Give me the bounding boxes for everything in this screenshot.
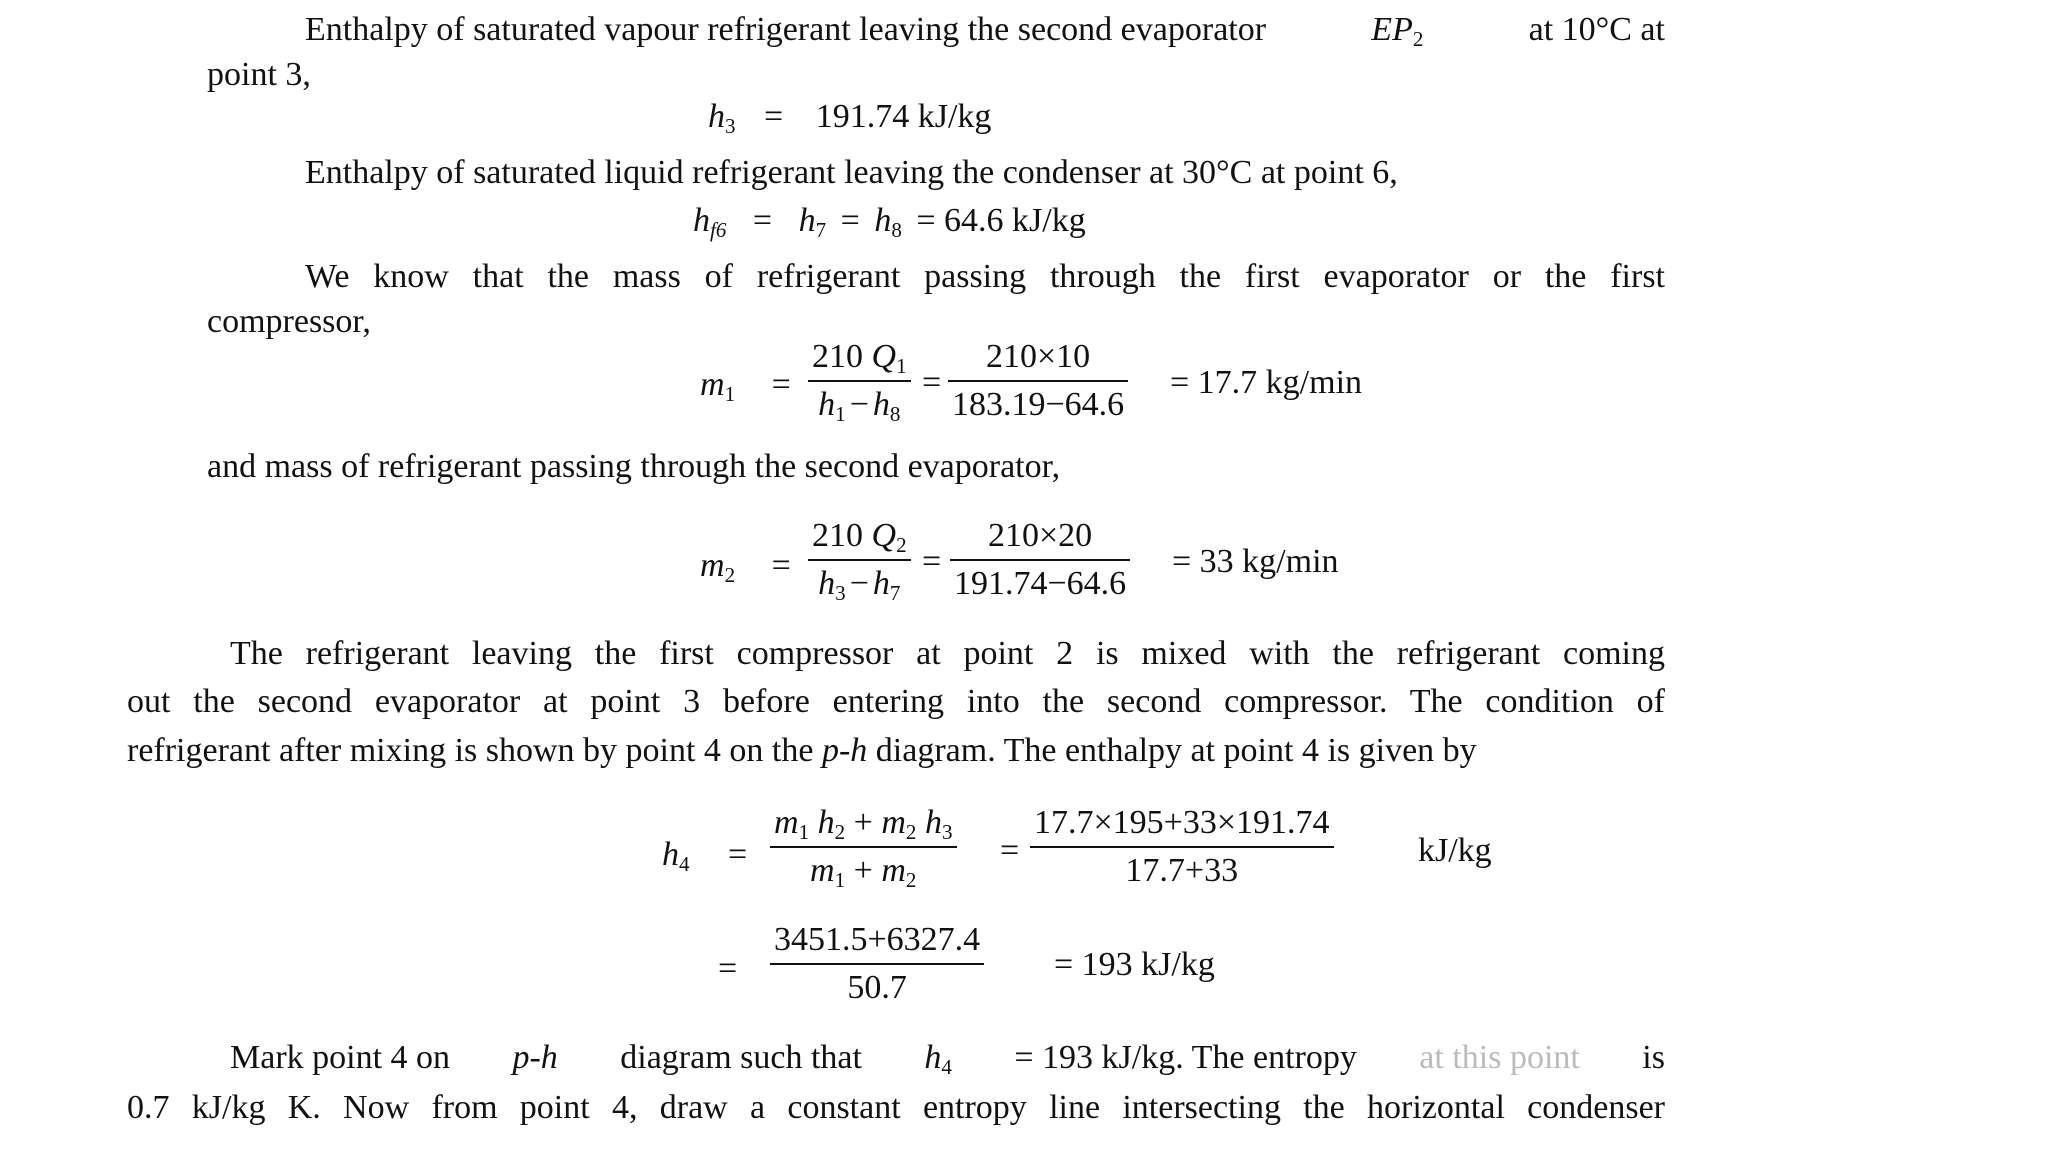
h4-num-m2: m: [881, 804, 906, 841]
h3-equals: =: [764, 98, 784, 135]
ph-diagram-label-2: p-h: [512, 1039, 558, 1076]
para-5-text-a: refrigerant after mixing is shown by point 4 on the: [127, 732, 814, 769]
ep-label: EP: [1371, 11, 1413, 48]
equation-hf6: [693, 202, 1086, 240]
h4-equals-2: =: [1000, 832, 1020, 869]
h4-fraction-sum: [770, 921, 984, 1007]
m2-frac2-numerator: 210×20: [988, 517, 1093, 554]
ph-diagram-label: p-h: [821, 732, 868, 769]
h4-frac1-numerator: [770, 804, 957, 846]
h7-symbol: h: [798, 202, 816, 239]
m2-fraction-symbolic: [808, 517, 911, 603]
h4-num-m1: m: [774, 804, 799, 841]
h4-frac3-numerator: 3451.5+6327.4: [774, 921, 981, 958]
m1-label: [700, 366, 791, 404]
h4-den-plus: +: [853, 852, 873, 889]
m1-frac2-numerator: 210×10: [986, 338, 1091, 375]
m1-den-h8-sub: 8: [889, 401, 901, 426]
m1-den-h1-sub: 1: [835, 401, 846, 426]
m2-equals-2: =: [922, 543, 942, 580]
para-2-line: Enthalpy of saturated liquid refrigerant leaving the condenser at 30°C at point 6,: [305, 154, 1398, 191]
h4-subscript: 4: [679, 851, 690, 876]
m1-num-q-sub: 1: [896, 353, 907, 378]
m1-frac2-denominator: 183.19−64.6: [952, 386, 1125, 423]
m1-den-h8: h: [872, 386, 890, 423]
h4-frac2-numerator: 17.7×195+33×191.74: [1034, 804, 1330, 841]
para-1-line-1: [305, 10, 1665, 50]
m2-fraction-numeric: [950, 517, 1130, 603]
h8-subscript: 8: [891, 217, 902, 242]
m2-den-h3: h: [818, 565, 836, 602]
m1-num-coef: 210: [812, 338, 863, 375]
h8-symbol: h: [874, 202, 892, 239]
h4-den-m2-sub: 2: [905, 867, 917, 892]
m1-fraction-symbolic: [808, 338, 911, 424]
m2-symbol: m: [700, 547, 725, 584]
h4-num-h2-sub: 2: [834, 819, 846, 844]
m2-label: [700, 547, 791, 585]
m2-frac1-numerator: [808, 517, 911, 559]
m1-num-q: Q: [871, 338, 897, 375]
m2-den-minus: −: [849, 565, 869, 602]
para-3-line-1: We know that the mass of refrigerant passing through the first evaporator or the first: [305, 258, 1665, 295]
h4-unit: kJ/kg: [1418, 832, 1492, 869]
para-6-text-h: is: [1642, 1039, 1665, 1076]
h4-den-m1-sub: 1: [834, 867, 846, 892]
m1-equals: =: [771, 366, 791, 403]
h4-result: = 193 kJ/kg: [1054, 946, 1215, 983]
m2-den-h7-sub: 7: [889, 580, 901, 605]
m2-den-h7: h: [872, 565, 890, 602]
h3-value: 191.74 kJ/kg: [815, 98, 992, 135]
hf6-symbol: h: [693, 202, 710, 239]
para-6-text-faint: at this point: [1419, 1039, 1580, 1076]
para-6-line-1: [230, 1038, 1665, 1078]
h4-frac1-denominator: [806, 848, 920, 890]
ep-subscript: 2: [1412, 26, 1424, 51]
para-1-text-d: at 10°C at: [1528, 11, 1665, 48]
para-4-line: and mass of refrigerant passing through the second evaporator,: [207, 448, 1061, 485]
m1-fraction-numeric: [948, 338, 1128, 424]
h4-num-h3-sub: 3: [941, 819, 953, 844]
m1-subscript: 1: [724, 381, 736, 406]
h7-subscript: 7: [815, 217, 827, 242]
para-5-line-3: [127, 731, 1477, 771]
hf6-subscript: f6: [710, 217, 727, 242]
para-5-text-c: diagram. The enthalpy at point 4 is given by: [875, 732, 1477, 769]
para-5-line-1: The refrigerant leaving the first compressor at point 2 is mixed with the refrigerant coming: [230, 635, 1665, 672]
m2-num-q: Q: [871, 517, 897, 554]
para-6-text-a: Mark point 4 on: [230, 1039, 451, 1076]
h4-num-h3: h: [924, 804, 942, 841]
m2-subscript: 2: [724, 562, 736, 587]
h4-inline-symbol: [924, 1038, 952, 1078]
m2-result: = 33 kg/min: [1172, 543, 1339, 580]
m2-frac2-denominator: 191.74−64.6: [954, 565, 1127, 602]
h4-inline-h: h: [924, 1039, 942, 1076]
m2-num-q-sub: 2: [896, 532, 907, 557]
h3-symbol: h: [708, 98, 725, 135]
m2-num-coef: 210: [812, 517, 863, 554]
ep2-symbol: [1371, 10, 1423, 50]
para-3-line-2: compressor,: [207, 303, 371, 340]
h4-num-plus: +: [853, 804, 873, 841]
h4-inline-sub: 4: [941, 1054, 952, 1079]
m1-frac1-denominator: [814, 382, 904, 424]
hf6-equals-2: =: [840, 202, 860, 239]
hf6-result: = 64.6 kJ/kg: [916, 202, 1086, 239]
h4-frac2-denominator: 17.7+33: [1125, 852, 1239, 889]
h4-frac3-denominator: 50.7: [847, 969, 907, 1006]
h3-subscript: 3: [725, 113, 736, 138]
hf6-equals: =: [752, 202, 773, 239]
equation-h3: [708, 98, 991, 136]
m1-result: = 17.7 kg/min: [1170, 364, 1363, 401]
m1-den-minus: −: [849, 386, 869, 423]
m2-equals: =: [771, 547, 791, 584]
m2-frac1-denominator: [814, 561, 904, 603]
para-1-text-a: Enthalpy of saturated vapour refrigerant leaving the second evaporator: [305, 11, 1267, 48]
h4-num-m1-sub: 1: [798, 819, 810, 844]
h4-fraction-symbolic: [770, 804, 957, 890]
m2-den-h3-sub: 3: [835, 580, 846, 605]
para-6-text-c: diagram such that: [620, 1039, 862, 1076]
m1-frac1-numerator: [808, 338, 911, 380]
para-5-line-2: out the second evaporator at point 3 before entering into the second compressor. The condition of: [127, 683, 1665, 720]
para-6-text-f: = 193 kJ/kg. The entropy: [1014, 1039, 1357, 1076]
h4-label: [662, 836, 747, 874]
m1-equals-2: =: [922, 364, 942, 401]
h4-fraction-numeric: [1030, 804, 1334, 890]
h4-equals: =: [728, 836, 748, 873]
h4-den-m2: m: [881, 852, 906, 889]
h4-equals-3: =: [718, 950, 738, 987]
h4-num-h2: h: [817, 804, 835, 841]
para-1-line-2: point 3,: [207, 56, 311, 93]
para-6-line-2: 0.7 kJ/kg K. Now from point 4, draw a constant entropy line intersecting the horizontal condenser: [127, 1089, 1665, 1126]
m1-symbol: m: [700, 366, 725, 403]
h4-symbol: h: [662, 836, 679, 873]
h4-num-m2-sub: 2: [905, 819, 917, 844]
h4-den-m1: m: [810, 852, 835, 889]
m1-den-h1: h: [818, 386, 836, 423]
